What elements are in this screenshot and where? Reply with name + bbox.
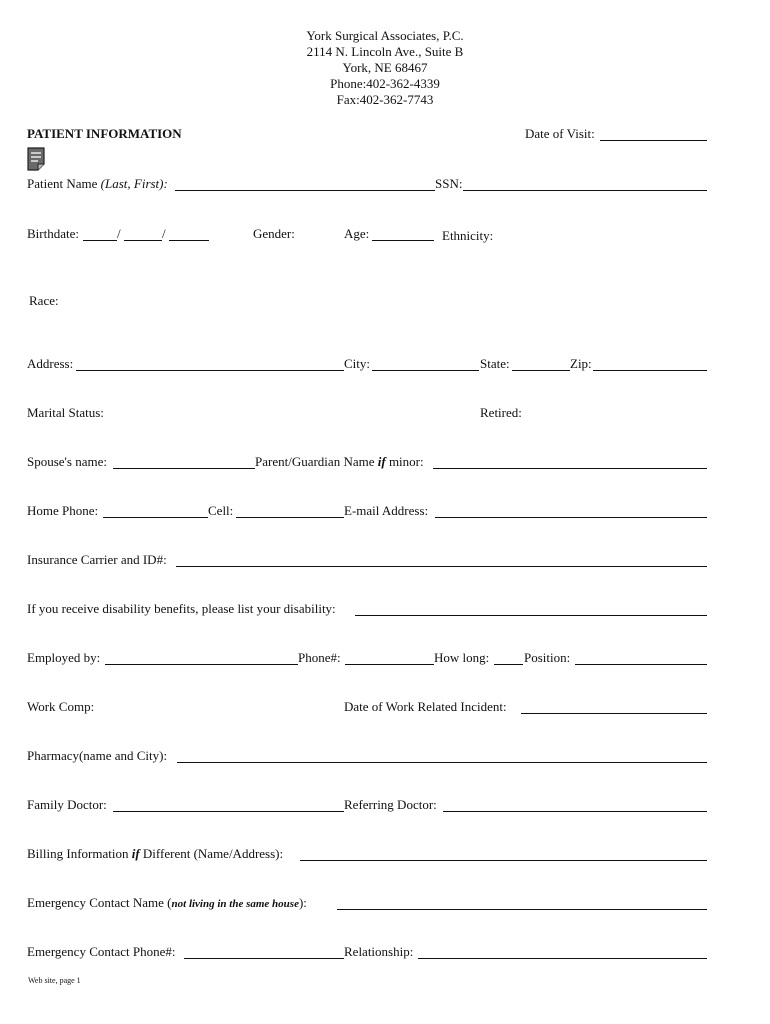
position-field[interactable] [575, 664, 707, 665]
employment-row [27, 649, 707, 669]
address-label: Address: [27, 356, 74, 371]
pharmacy-label: Pharmacy(name and City): [27, 748, 168, 763]
contact-row [27, 502, 707, 522]
city-field[interactable] [372, 370, 479, 371]
practice-city: York, NE 68467 [342, 60, 428, 75]
emergency-phone-row [27, 943, 707, 963]
age-label: Age: [344, 226, 370, 241]
work-incident-label: Date of Work Related Incident: [344, 699, 507, 714]
disability-label: If you receive disability benefits, please list your disability: [27, 601, 336, 616]
section-header-row [27, 125, 707, 145]
patient-name-row [27, 175, 707, 195]
birthdate-label: Birthdate: [27, 226, 79, 241]
employed-by-field[interactable] [105, 664, 298, 665]
patient-name-field[interactable] [175, 190, 435, 191]
guardian-label: Parent/Guardian Name if minor: [255, 454, 424, 469]
employer-phone-label: Phone#: [298, 650, 341, 665]
work-incident-field[interactable] [521, 713, 707, 714]
practice-street: 2114 N. Lincoln Ave., Suite B [306, 44, 464, 59]
billing-row [27, 845, 707, 865]
home-phone-label: Home Phone: [27, 503, 99, 518]
disability-field[interactable] [355, 615, 707, 616]
emergency-phone-label: Emergency Contact Phone#: [27, 944, 176, 959]
work-comp-row [27, 698, 707, 718]
practice-phone: Phone:402-362-4339 [330, 76, 440, 91]
referring-doctor-label: Referring Doctor: [344, 797, 437, 812]
relationship-label: Relationship: [344, 944, 414, 959]
note-icon [27, 147, 45, 171]
how-long-label: How long: [434, 650, 490, 665]
work-comp-label: Work Comp: [27, 699, 95, 714]
gender-label: Gender: [253, 226, 295, 241]
date-of-visit-label: Date of Visit: [525, 126, 595, 141]
spouse-name-label: Spouse's name: [27, 454, 107, 469]
birthdate-slash-1: / [117, 226, 121, 241]
insurance-row [27, 551, 707, 571]
practice-name: York Surgical Associates, P.C. [306, 28, 464, 43]
emergency-name-field[interactable] [337, 909, 707, 910]
pharmacy-field[interactable] [177, 762, 707, 763]
state-label: State: [480, 356, 510, 371]
patient-name-label: Patient Name (Last, First): [27, 176, 168, 191]
state-field[interactable] [512, 370, 570, 371]
family-doctor-field[interactable] [113, 811, 344, 812]
home-phone-field[interactable] [103, 517, 208, 518]
pharmacy-row [27, 747, 707, 767]
marital-status-label: Marital Status: [27, 405, 104, 420]
cell-label: Cell: [208, 503, 234, 518]
page-footer: Web site, page 1 [28, 976, 81, 985]
spouse-row [27, 453, 707, 473]
spouse-name-field[interactable] [113, 468, 255, 469]
doctors-row [27, 796, 707, 816]
referring-doctor-field[interactable] [443, 811, 707, 812]
disability-row [27, 600, 707, 620]
family-doctor-label: Family Doctor: [27, 797, 107, 812]
emergency-name-label: Emergency Contact Name (not living in the same house): [27, 895, 307, 910]
emergency-phone-field[interactable] [184, 958, 344, 959]
birth-month-field[interactable] [83, 240, 117, 241]
retired-label: Retired: [480, 405, 522, 420]
address-row [27, 355, 707, 375]
employer-phone-field[interactable] [345, 664, 434, 665]
marital-row [27, 404, 707, 424]
guardian-field[interactable] [433, 468, 707, 469]
zip-label: Zip: [570, 356, 592, 371]
email-label: E-mail Address: [344, 503, 429, 518]
insurance-field[interactable] [176, 566, 707, 567]
ethnicity-label: Ethnicity: [442, 228, 494, 243]
emergency-name-row [27, 894, 707, 914]
ssn-label: SSN: [435, 176, 463, 191]
employed-by-label: Employed by: [27, 650, 101, 665]
birth-year-field[interactable] [169, 240, 209, 241]
insurance-label: Insurance Carrier and ID#: [27, 552, 167, 567]
billing-label: Billing Information if Different (Name/Address): [27, 846, 284, 861]
address-field[interactable] [76, 370, 344, 371]
email-field[interactable] [435, 517, 707, 518]
position-label: Position: [524, 650, 571, 665]
age-field[interactable] [372, 240, 434, 241]
practice-fax: Fax:402-362-7743 [336, 92, 434, 107]
how-long-field[interactable] [494, 664, 523, 665]
section-title: PATIENT INFORMATION [27, 126, 182, 141]
zip-field[interactable] [593, 370, 707, 371]
cell-field[interactable] [236, 517, 344, 518]
birth-day-field[interactable] [124, 240, 162, 241]
billing-field[interactable] [300, 860, 707, 861]
birthdate-slash-2: / [162, 226, 166, 241]
birthdate-row [27, 225, 707, 245]
date-of-visit-field[interactable] [600, 140, 707, 141]
relationship-field[interactable] [418, 958, 707, 959]
practice-header [0, 28, 770, 108]
race-row [27, 292, 707, 312]
race-label: Race: [29, 293, 59, 308]
city-label: City: [344, 356, 371, 371]
ssn-field[interactable] [463, 190, 707, 191]
